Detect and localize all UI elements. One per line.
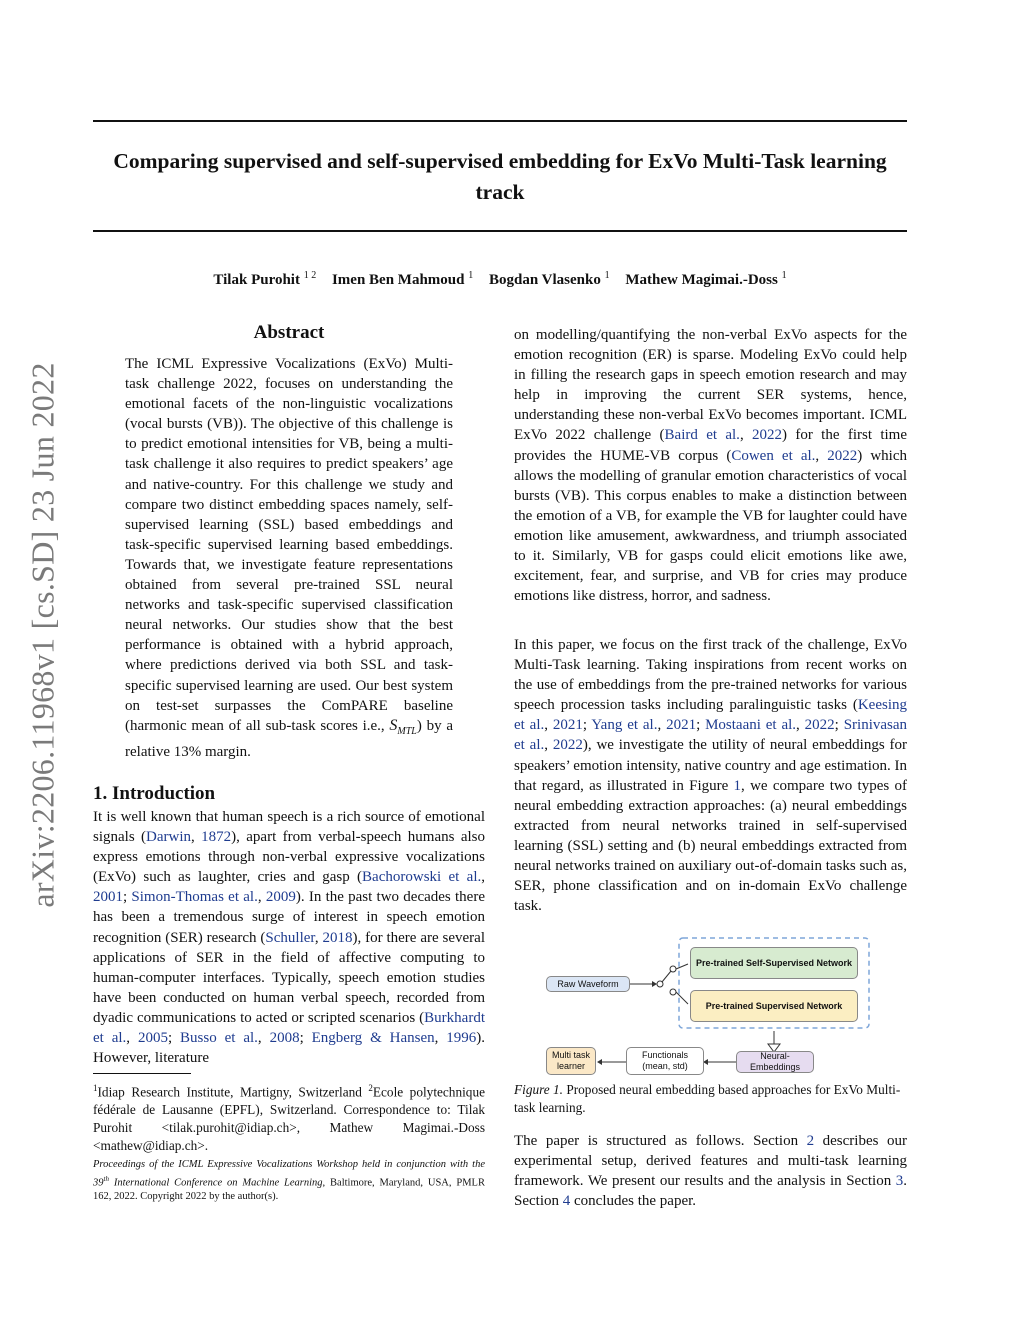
multitask-learner-box: Multi task learner [546, 1047, 596, 1075]
abstract-heading: Abstract [253, 322, 325, 343]
top-rule [93, 120, 907, 122]
citation-link[interactable]: 1996 [446, 1030, 477, 1047]
switch-contact-bottom [670, 989, 676, 995]
citation-link[interactable]: Yang et al. [591, 717, 658, 734]
affiliation-footnote: $^1$Idiap Research Institute, Martigny, Switzerland $^2$Ecole polytechnique fédérale de Lausanne (EPFL), Switzerland. Correspondence to: Tilak Purohit <tilak.purohit@idiap.ch>, Mathew Magimai.-Doss <mathew@idiap.ch>. [93, 1083, 486, 1154]
citation-link[interactable]: Busso et al. [180, 1030, 258, 1047]
citation-link[interactable]: Burkhardt et al. [93, 1009, 485, 1047]
section-link[interactable]: 2 [806, 1133, 815, 1149]
right-paragraph-3: The paper is structured as follows. Section 2 describes our experimental setup, derived features and multi-task learning framework. We present our results and the analysis in Section 3. Section 4 concludes the paper. [514, 1133, 907, 1210]
ssl-network-box: Pre-trained Self-Supervised Network [690, 947, 858, 979]
citation-link[interactable]: Cowen et al. [731, 447, 816, 464]
author-list [93, 266, 907, 290]
right-paragraph-2: In this paper, we focus on the first track of the challenge, ExVo Multi-Task learning. Taking inspirations from recent works on the use of embeddings from the pre-trained networks for various speech procession tasks including paralinguistic tasks (Keesing et al., 2021; Yang et al., 2021; Mostaani et al., 2022; Srinivasan et al., 2022), we investigate the utility of neural embeddings for speakers’ emotion intensity, native country and age estimation. In that regard, as illustrated in Figure 1, we compare two types of neural embedding extraction approaches: (a) neural embeddings extracted from neural networks trained in self-supervised learning (SSL) setting and (b) neural embeddings extracted from neural networks trained on auxiliary out-of-domain tasks such as, SER, phone classification and on in-domain ExVo challenge task. [514, 637, 908, 915]
figure-link[interactable]: 1 [733, 777, 742, 794]
citation-link[interactable]: Mostaani et al. [705, 717, 797, 734]
intro-paragraph: It is well known that human speech is a rich source of emotional signals (Darwin, 1872), apart from verbal-speech humans also express emotions through non-verbal expressive vocalizations (ExVo) such as laughter, cries and gasp (Bachorowski et al., 2001; Simon-Thomas et al., 2009). In the past two decades there has been a tremendous surge of interest in speech emotion recognition (SER) research (Schuller, 2018), for there are several applications of SER in the field of affective computing to human-computer interfaces. Typically, speech emotion studies have been conducted on human verbal speech, recorded from dyadic communications to acted or scripted scenarios (Burkhardt et al., 2005; Busso et al., 2008; Engberg & Hansen, 1996). However, literature [93, 809, 486, 1067]
citation-link[interactable]: 2022 [752, 427, 783, 444]
proceedings-note: Proceedings of the ICML Expressive Vocalizations Workshop held in conjunction with the 39th International Conference on Machine Learning, Baltimore, Maryland, USA, PMLR 162, 2022. Copyright 2022 by the author(s). [93, 1159, 485, 1202]
author: Mathew Magimai.-Doss $^1$ [625, 270, 787, 288]
citation-link[interactable]: Baird et al. [664, 427, 740, 444]
citation-link[interactable]: 2021 [666, 717, 697, 734]
citation-link[interactable]: 2022 [552, 737, 583, 754]
author: Imen Ben Mahmoud $^1$ [331, 270, 474, 288]
author: Bogdan Vlasenko $^1$ [489, 270, 610, 288]
citation-link[interactable]: Darwin [146, 829, 192, 846]
supervised-network-box: Pre-trained Supervised Network [690, 990, 858, 1022]
citation-link[interactable]: Bachorowski et al. [362, 869, 482, 886]
citation-link[interactable]: 2022 [804, 717, 835, 734]
citation-link[interactable]: 2005 [137, 1030, 168, 1047]
neural-embeddings-box: Neural-Embeddings [736, 1051, 814, 1073]
section-heading-introduction: 1. Introduction [93, 783, 216, 804]
switch-lever [662, 971, 671, 982]
switch-contact-top [670, 966, 676, 972]
paper-title: Comparing supervised and self-supervised embedding for ExVo Multi-Task learning track [113, 149, 887, 204]
citation-link[interactable]: Keesing et al. [514, 697, 907, 734]
citation-link[interactable]: 2022 [827, 447, 858, 464]
title-bottom-rule [93, 230, 907, 232]
citation-link[interactable]: Engberg & Hansen [311, 1030, 435, 1047]
citation-link[interactable]: 2018 [322, 929, 353, 946]
section-link[interactable]: 4 [562, 1193, 571, 1210]
citation-link[interactable]: 2001 [93, 889, 123, 906]
figure-1-caption: Figure 1. Proposed neural embedding based approaches for ExVo Multi-task learning. [514, 1082, 901, 1115]
citation-link[interactable]: 2008 [269, 1030, 300, 1047]
raw-waveform-box: Raw Waveform [546, 976, 630, 992]
citation-link[interactable]: 2021 [552, 717, 583, 734]
citation-link[interactable]: 2009 [265, 889, 296, 906]
citation-link[interactable]: Schuller [265, 929, 315, 946]
citation-link[interactable]: 1872 [201, 829, 232, 846]
author: Tilak Purohit $^{1 2}$ [213, 270, 317, 288]
right-paragraph-1: on modelling/quantifying the non-verbal ExVo aspects for the emotion recognition (ER) is sparse. Modeling ExVo could help in filling the research gaps in speech emotion research and may help in improving the current SER systems, hence, understanding these non-verbal ExVo becomes important. ICML ExVo 2022 challenge (Baird et al., 2022) for the first time provides the HUME-VB corpus (Cowen et al., 2022) which allows the modelling of granular emotion characteristics of vocal bursts (VB). This corpus enables to make a distinction between the emotion of a VB, for example the VB for laughter could have emotion like amusement, awkwardness, and triumph associated to it. Similarly, VB for gasps could elicit emotions like awe, excitement, fear, and surprise, and VB for cries may produce emotions like distress, horror, and sadness. [514, 327, 908, 605]
abstract-body: The ICML Expressive Vocalizations (ExVo) Multi-task challenge 2022, focuses on understanding the emotional facets of the non-linguistic vocalizations (vocal bursts (VB)). The objective of this challenge is to predict emotional intensities for VB, being a multi-task challenge it also requires to predict speakers’ age and native-country. For this challenge we study and compare two distinct embedding spaces namely, self-supervised learning (SSL) based embeddings and task-specific supervised learning based embeddings. Towards that, we investigate feature representations obtained from several pre-trained SSL neural networks and task-specific supervised classification neural networks. Our studies show that the best performance is obtained with a hybrid approach, where predictions derived via both SSL and task-specific supervised learning are used. Our best system on test-set surpasses the ComPARE baseline (harmonic mean of all sub-task scores i.e., $S_{MTL}$) by a relative 13% margin. [125, 356, 454, 760]
citation-link[interactable]: Srinivasan et al. [514, 717, 908, 754]
arxiv-stamp: arXiv:2206.11968v1 [cs.SD] 23 Jun 2022 [24, 362, 61, 908]
functionals-box: Functionals (mean, std) [626, 1047, 704, 1075]
section-link[interactable]: 3 [895, 1173, 904, 1190]
figure-1-diagram [540, 934, 880, 1079]
footnote-rule [93, 1073, 191, 1074]
citation-link[interactable]: Simon-Thomas et al. [131, 889, 258, 906]
math-s: S [389, 716, 398, 734]
